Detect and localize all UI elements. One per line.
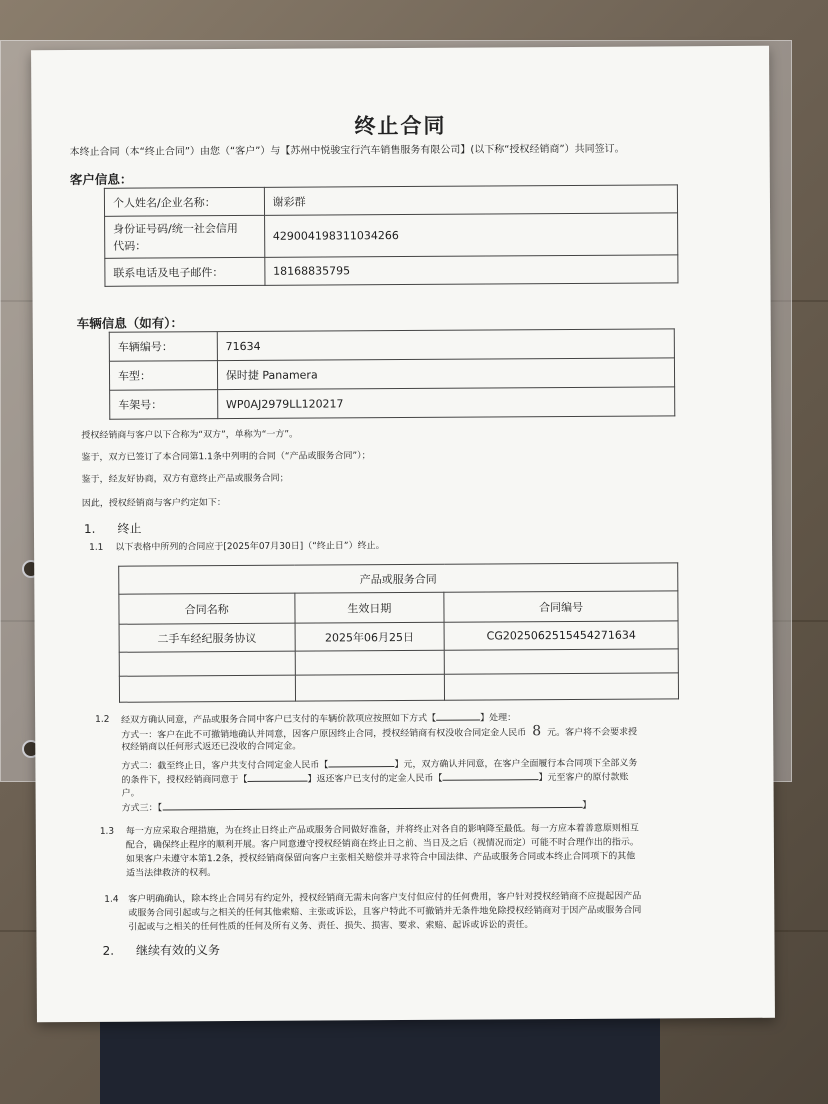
empty-cell	[119, 651, 295, 676]
clause-1-2-line-5: 的条件下，授权经销商同意于【 】返还客户已支付的定金人民币【 】元至客户的原付款账	[121, 772, 629, 786]
clause-1-2-line-6: 户。	[121, 788, 140, 799]
empty-cell	[445, 673, 679, 700]
customer-id-value: 429004198311034266	[264, 213, 678, 258]
section-1-heading: 1. 终止	[83, 521, 142, 536]
empty-cell	[295, 650, 445, 675]
customer-contact-value: 18168835795	[264, 255, 677, 286]
clothing	[100, 1010, 660, 1104]
clause-1-4-line-2: 或服务合同引起或与之相关的任何其他索赔、主张或诉讼，且客户特此不可撤销并无条件地免除授权经销商对于因产品或服务合同	[128, 905, 642, 919]
empty-cell	[444, 649, 678, 674]
para-therefore: 因此，授权经销商与客户约定如下：	[81, 498, 226, 509]
clause-1-2-line-4: 方式二：截至终止日，客户共支付合同定金人民币【 】元，双方确认并同意，在客户全面履行本合同项下全部义务	[121, 758, 638, 772]
customer-name-label: 个人姓名/企业名称：	[104, 187, 264, 216]
para-parties: 授权经销商与客户以下合称为“双方”，单称为“一方”。	[81, 429, 299, 441]
clause-1-3-line-3: 如果客户未遵守本第1.2条，授权经销商保留向客户主张相关赔偿并寻求符合中国法律、产品或服务合同或本终止合同项下的其他	[125, 851, 636, 865]
customer-table	[104, 184, 679, 287]
vehicle-heading: 车辆信息（如有）：	[76, 315, 184, 331]
clause-1-3-line-2: 配合，确保终止程序的顺利开展。客户同意遵守授权经销商在终止日之前、当日及之后（视情况而定）可能不时合理作出的指示。	[125, 837, 639, 851]
vehicle-number-value: 71634	[217, 329, 674, 361]
para-whereas-2: 鉴于，经友好协商，双方有意终止产品或服务合同；	[81, 473, 289, 485]
clause-1-1: 1.1 以下表格中所列的合同应于[2025年07月30日]（“终止日”）终止。	[89, 541, 385, 553]
vehicle-table	[109, 328, 676, 419]
clause-1-4-number: 1.4	[104, 894, 119, 905]
cell-contract-number: CG20250625154542716​34	[444, 621, 678, 650]
col-contract-name: 合同名称	[119, 593, 295, 624]
clause-1-3-line-4: 适当法律救济的权利。	[126, 868, 217, 879]
clause-1-2-line-2: 方式一：客户在此不可撤销地确认并同意，因客户原因终止合同，授权经销商有权没收合同定金人民币 8 元。客户将不会要求授	[121, 723, 638, 741]
intro-text: 本终止合同（本“终止合同”）由您（“客户”）与【苏州中悦骏宝行汽车销售服务有限公司】(以下称“授权经销商”）共同签订。	[69, 143, 625, 159]
document-title: 终止合同	[354, 113, 447, 139]
empty-cell	[295, 674, 445, 701]
clause-1-4-line-1: 客户明确确认，除本终止合同另有约定外，授权经销商无需未向客户支付但应付的任何费用，客户针对授权经销商不应提起因产品	[128, 891, 642, 905]
contract-table-caption: 产品或服务合同	[119, 563, 678, 594]
col-effective-date: 生效日期	[294, 592, 444, 623]
contract-page	[31, 46, 775, 1022]
clause-1-2-number: 1.2	[95, 714, 110, 725]
vehicle-model-value: 保时捷 Panamera	[217, 358, 674, 390]
customer-name-value: 谢彩群	[264, 185, 677, 216]
customer-id-label: 身份证号码/统一社会信用 代码：	[105, 215, 265, 258]
handwritten-amount: 8	[532, 723, 542, 740]
cell-contract-name: 二手车经纪服务协议	[119, 623, 295, 652]
para-whereas-1: 鉴于，双方已签订了本合同第1.1条中列明的合同（“产品或服务合同”）；	[81, 451, 371, 463]
customer-contact-label: 联系电话及电子邮件：	[105, 257, 265, 286]
section-2-heading: 2. 继续有效的义务	[102, 943, 221, 958]
col-contract-number: 合同编号	[444, 591, 678, 622]
contract-table	[118, 562, 679, 702]
clause-1-2-line-3: 权经销商以任何形式返还已没收的合同定金。	[121, 741, 302, 753]
vehicle-number-label: 车辆编号：	[109, 332, 217, 362]
empty-cell	[119, 675, 295, 702]
vehicle-vin-label: 车架号：	[110, 390, 218, 420]
customer-heading: 客户信息：	[69, 171, 133, 188]
clause-1-2-line-1: 经双方确认同意，产品或服务合同中客户已支付的车辆价款项应按照如下方式【 】处理：	[121, 713, 517, 726]
vehicle-model-label: 车型：	[109, 361, 217, 391]
clause-1-3-line-1: 每一方应采取合理措施，为在终止日终止产品或服务合同做好准备，并将终止对各自的影响降至最低。每一方应本着善意原则相互	[125, 823, 639, 837]
clause-1-2-line-7: 方式三：【 】	[121, 800, 592, 814]
clause-1-3-number: 1.3	[99, 826, 115, 837]
vehicle-vin-value: WP0AJ2979LL120217	[217, 387, 674, 419]
cell-effective-date: 2025年06月25日	[295, 622, 445, 651]
clause-1-4-line-3: 引起或与之相关的任何性质的任何及所有义务、责任、损失、损害、要求、索赔、起诉或诉讼的责任。	[128, 920, 534, 933]
